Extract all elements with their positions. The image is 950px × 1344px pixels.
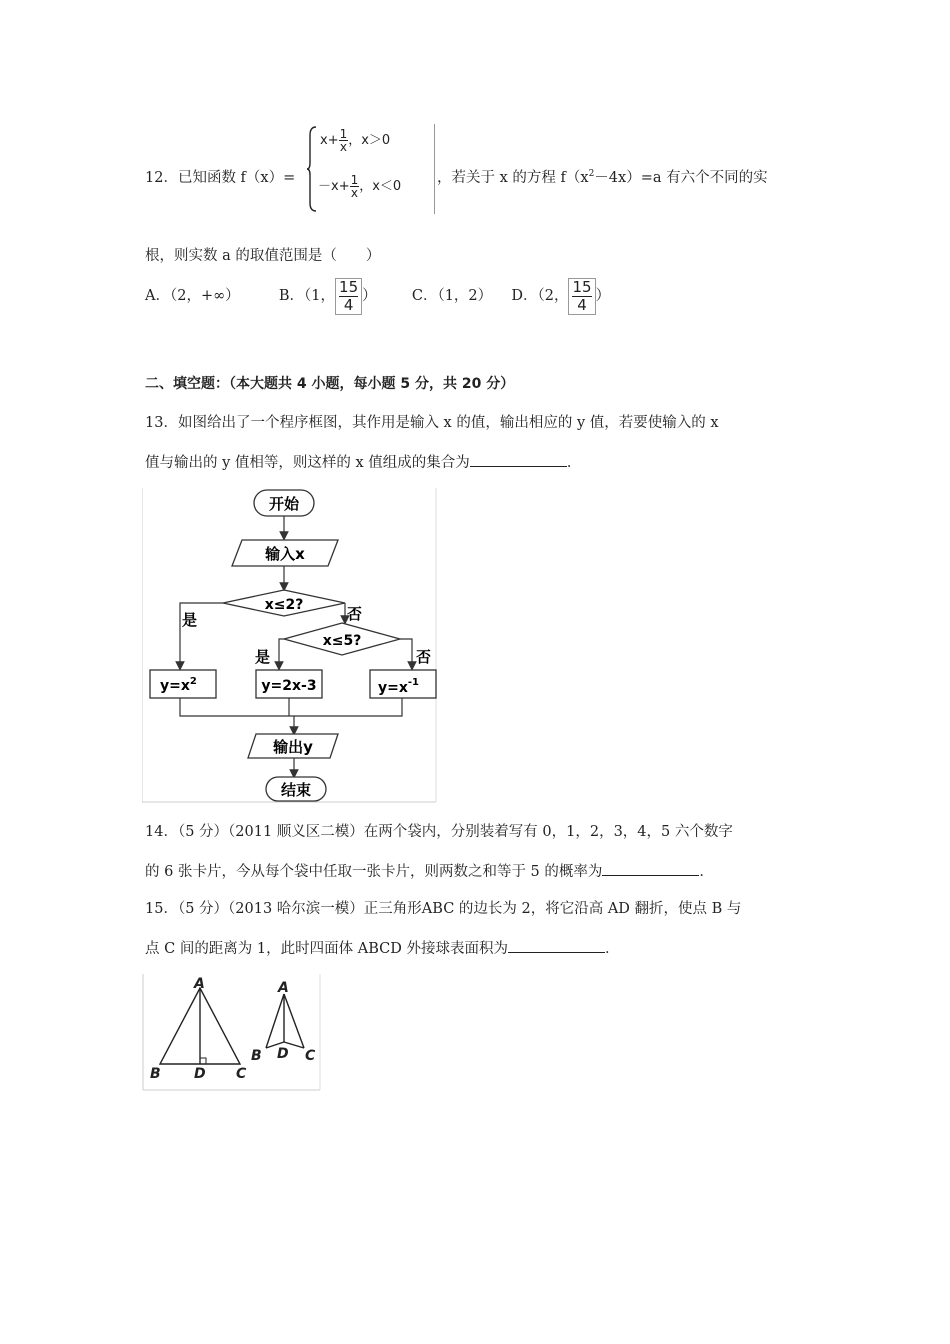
q14-answer-blank [602, 861, 699, 876]
right-label-d: D [277, 1046, 289, 1062]
no-label-1: 否 [347, 605, 363, 623]
q14-line2: 的 6 张卡片，今从每个袋中任取一张卡片，则两数之和等于 5 的概率为 ． [145, 860, 714, 881]
no-label-2: 否 [416, 648, 432, 666]
q12-prefix: 12．已知函数 f（x）= [145, 170, 296, 186]
triangle-figure [142, 974, 322, 1092]
yes-label-1: 是 [182, 611, 198, 629]
left-label-c: C [236, 1066, 247, 1082]
option-c: C．（1，2） [411, 288, 493, 304]
right-label-b: B [251, 1048, 262, 1064]
right-label-c: C [305, 1048, 316, 1064]
start-label: 开始 [268, 495, 300, 513]
left-label-d: D [194, 1066, 206, 1082]
brace-icon [306, 125, 318, 213]
decision-1-label: x≤2? [264, 597, 304, 613]
piecewise-function [306, 124, 435, 214]
q15-line1: 15．（5 分）（2013 哈尔滨一模）正三角形ABC 的边长为 2，将它沿高 AD 翻折，使点 B 与 [145, 901, 742, 917]
input-label: 输入x [265, 545, 305, 563]
option-a: A．（2，+∞） [145, 288, 240, 304]
box3-label: $y=x^{-1}$ [378, 677, 419, 696]
folded-tetrahedron [266, 994, 304, 1048]
right-label-a: A [278, 980, 289, 996]
yes-label-2: 是 [255, 648, 271, 666]
left-label-a: A [194, 976, 205, 992]
piece-1: x+ $\frac{1}{x}$，x＞0 [320, 127, 391, 154]
q12-options [145, 276, 610, 316]
q15-answer-blank [508, 938, 605, 953]
box1-label: $y=x^2$ [160, 676, 197, 694]
q12-line2: 根，则实数 a 的取值范围是（ ） [145, 248, 381, 264]
piece-2: －x+ $\frac{1}{x}$，x＜0 [318, 173, 402, 200]
q13-line1: 13．如图给出了一个程序框图，其作用是输入 x 的值，输出相应的 y 值，若要使输入的 x [145, 415, 719, 431]
output-label: 输出y [273, 738, 313, 756]
q14-line1: 14．（5 分）（2011 顺义区二模）在两个袋内，分别装着写有 0，1，2，3，4，5 六个数字 [145, 824, 733, 840]
end-label: 结束 [280, 781, 312, 799]
flowchart [142, 486, 438, 804]
q12-suffix: ，若关于 x 的方程 $f(x^2-4x)=a$ 有六个不同的实 [437, 169, 768, 186]
q13-line2: 值与输出的 y 值相等，则这样的 x 值组成的集合为 ． [145, 451, 581, 472]
decision-2-label: x≤5? [322, 633, 362, 649]
option-b: B．（1， $\frac{15}{4}$） [278, 277, 377, 314]
section-2-title: 二、填空题：（本大题共 4 小题，每小题 5 分，共 20 分） [145, 376, 515, 392]
q15-line2: 点 C 间的距离为 1，此时四面体 ABCD 外接球表面积为 ． [145, 937, 619, 958]
box2-label: y=2x-3 [261, 678, 317, 694]
q13-answer-blank [470, 452, 567, 467]
flat-triangle [160, 988, 240, 1064]
left-label-b: B [150, 1066, 161, 1082]
option-d: D．（2， $\frac{15}{4}$） [511, 277, 611, 314]
